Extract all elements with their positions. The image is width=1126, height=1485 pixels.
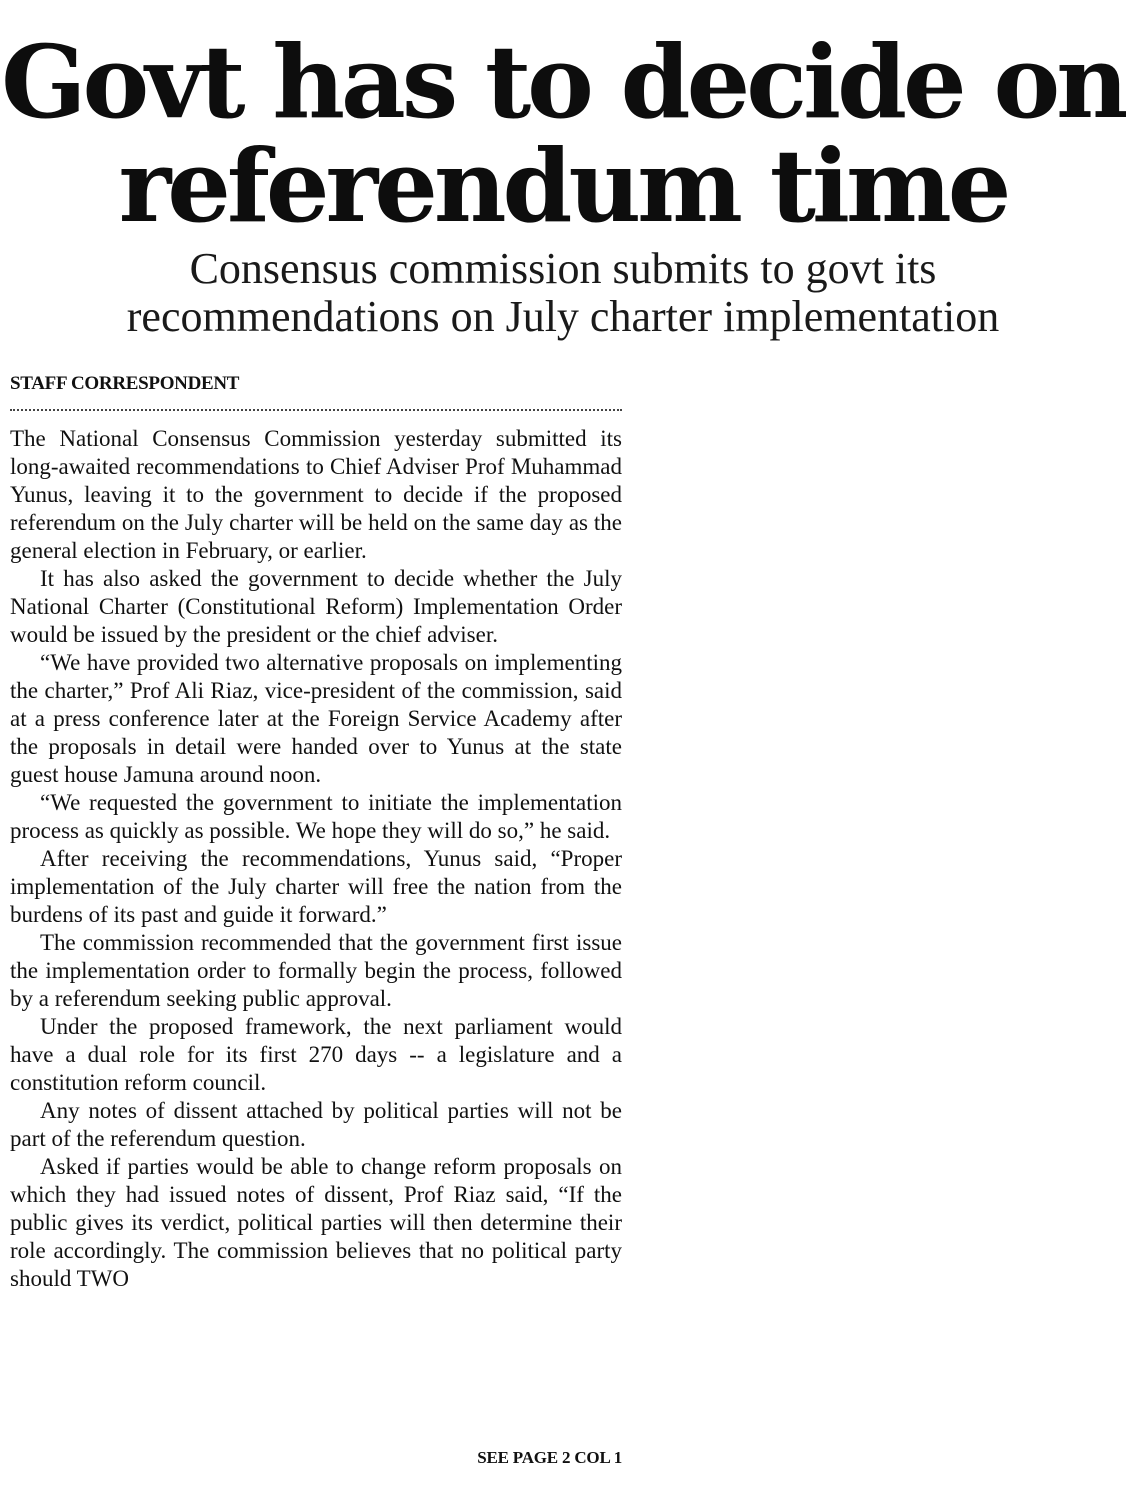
- article-paragraph: Asked if parties would be able to change reform proposals on which they had issued notes of dissent, Prof Riaz said, “If the public gives its verdict, political parties will then determine their role accordingly. The commission believes that no political party should TWO: [10, 1154, 622, 1291]
- subheadline-line-2: recommendations on July charter implementation: [126, 292, 1000, 341]
- article-paragraph: It has also asked the government to decide whether the July National Charter (Constitutional Reform) Implementation Order would be issued by the president or the chief adviser.: [10, 566, 622, 647]
- article-paragraph: “We requested the government to initiate the implementation process as quickly as possible. We hope they will do so,” he said.: [10, 790, 622, 843]
- article-paragraph: Under the proposed framework, the next parliament would have a dual role for its first 270 days -- a legislature and a constitution reform council.: [10, 1014, 622, 1095]
- article-body: [10, 425, 622, 1293]
- subheadline-line-1: Consensus commission submits to govt its: [189, 244, 937, 293]
- headline-line-2: referendum time: [118, 127, 1008, 245]
- byline-divider: [10, 409, 622, 411]
- article-paragraph: Any notes of dissent attached by political parties will not be part of the referendum question.: [10, 1098, 622, 1151]
- subheadline: [0, 245, 1126, 341]
- article-paragraph: The National Consensus Commission yesterday submitted its long-awaited recommendations to Chief Adviser Prof Muhammad Yunus, leaving it to the government to decide if the proposed referendum on the July charter will be held on the same day as the general election in February, or earlier.: [10, 426, 622, 563]
- headline-line-1: Govt has to decide on: [1, 23, 1125, 141]
- byline: STAFF CORRESPONDENT: [10, 373, 240, 394]
- headline: [0, 23, 1126, 245]
- article-paragraph: “We have provided two alternative proposals on implementing the charter,” Prof Ali Riaz, vice-president of the commission, said at a press conference later at the Foreign Service Academy after the proposals in detail were handed over to Yunus at the state guest house Jamuna around noon.: [10, 650, 622, 787]
- article-paragraph: After receiving the recommendations, Yunus said, “Proper implementation of the July charter will free the nation from the burdens of its past and guide it forward.”: [10, 846, 622, 927]
- continuation-note: SEE PAGE 2 COL 1: [477, 1448, 622, 1467]
- article-paragraph: The commission recommended that the government first issue the implementation order to formally begin the process, followed by a referendum seeking public approval.: [10, 930, 622, 1011]
